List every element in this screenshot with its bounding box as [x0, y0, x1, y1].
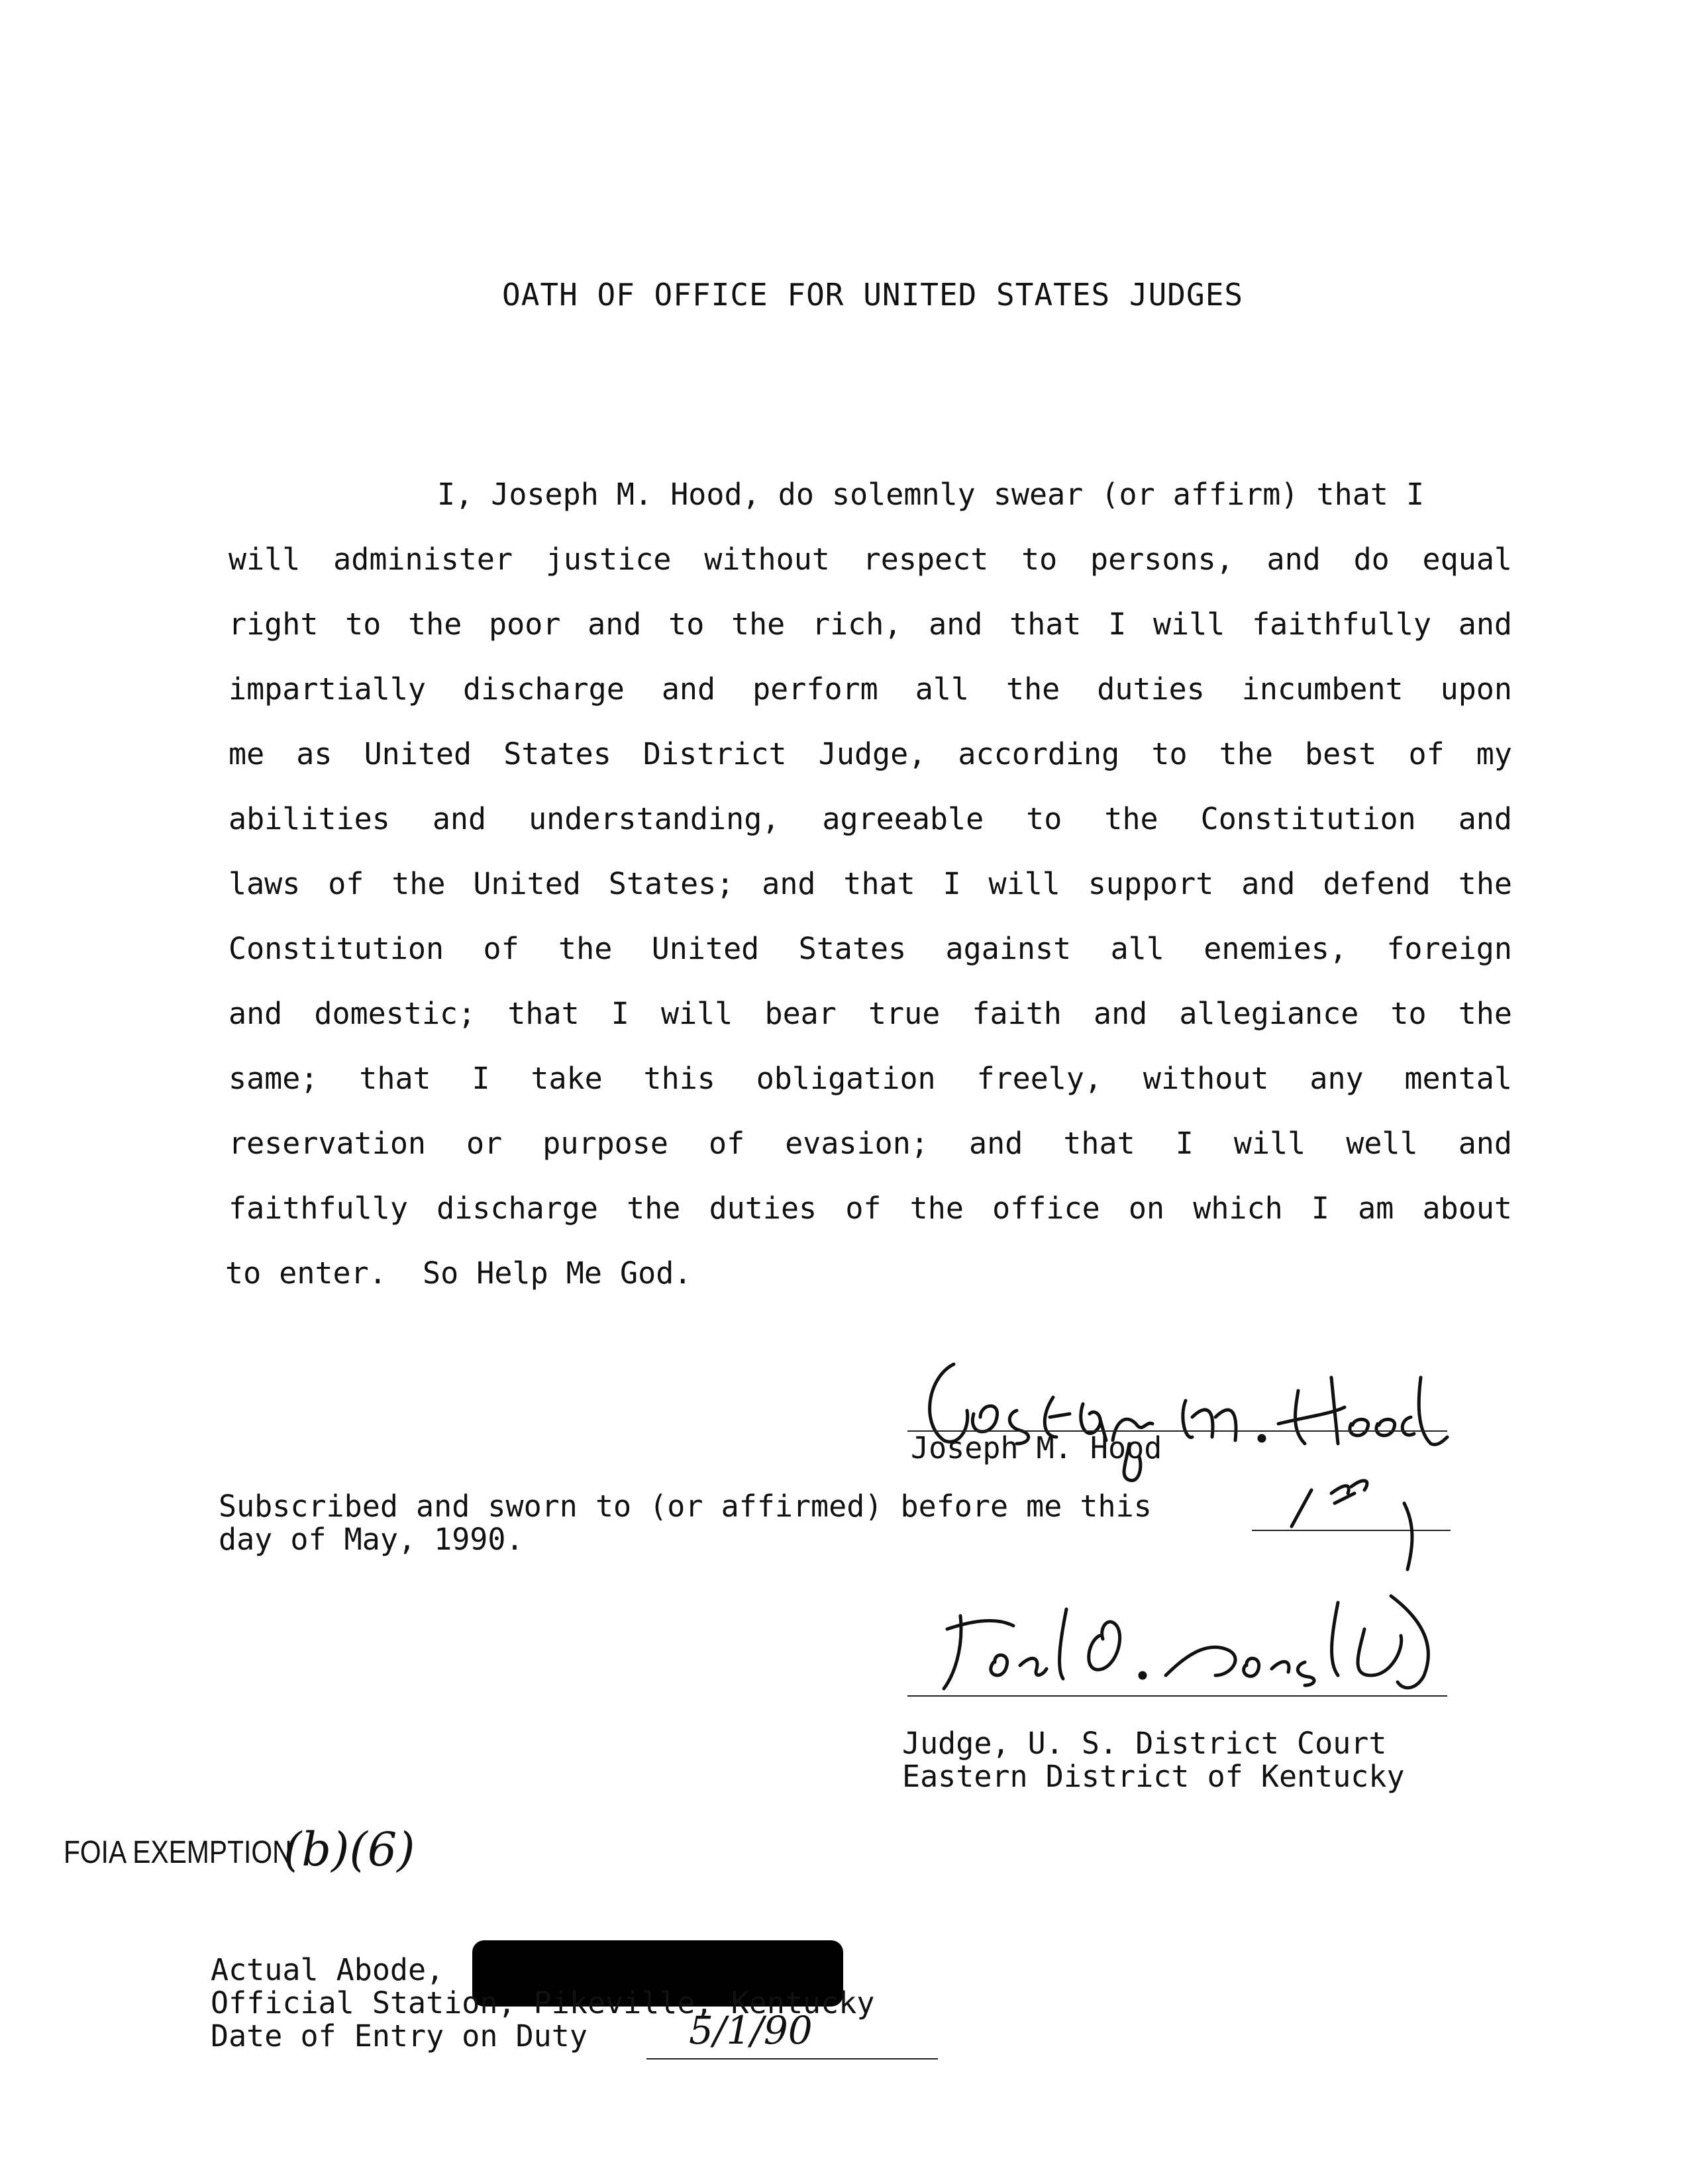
- date-of-entry-line: [646, 2058, 938, 2060]
- date-of-entry-value: 5/1/90: [689, 2008, 813, 2053]
- oath-line: faithfully discharge the duties of the office on which I am about: [229, 1191, 1512, 1226]
- oath-line: me as United States District Judge, according to the best of my: [229, 736, 1512, 771]
- oath-line: will administer justice without respect to persons, and do equal: [229, 542, 1512, 577]
- oath-line: I, Joseph M. Hood, do solemnly swear (or affirm) that I: [437, 477, 1425, 512]
- foia-exemption-label: FOIA EXEMPTION: [64, 1835, 292, 1870]
- date-of-entry-label: Date of Entry on Duty: [211, 2018, 588, 2054]
- oath-line: Constitution of the United States against all enemies, foreign: [229, 931, 1512, 966]
- document-title: OATH OF OFFICE FOR UNITED STATES JUDGES: [502, 277, 1244, 313]
- foia-exemption-code: (b)(6): [283, 1822, 415, 1877]
- administering-judge-signature: [914, 1576, 1457, 1709]
- oath-line: right to the poor and to the rich, and that I will faithfully and: [229, 607, 1512, 642]
- oath-line: to enter. So Help Me God.: [225, 1256, 692, 1291]
- signer-printed-name: Joseph M. Hood: [911, 1430, 1162, 1465]
- handwritten-day: [1272, 1464, 1431, 1543]
- judge-title-line1: Judge, U. S. District Court: [902, 1726, 1387, 1761]
- subscribed-date-line: day of May, 1990.: [219, 1522, 524, 1557]
- official-station: Official Station, Pikeville, Kentucky: [211, 1985, 875, 2020]
- oath-line: laws of the United States; and that I will support and defend the: [229, 866, 1512, 901]
- actual-abode-label: Actual Abode,: [211, 1952, 444, 1987]
- oath-line: abilities and understanding, agreeable to the Constitution and: [229, 801, 1512, 836]
- oath-line: and domestic; that I will bear true faith and allegiance to the: [229, 996, 1512, 1031]
- judge-signature-line: [907, 1695, 1447, 1697]
- oath-line: same; that I take this obligation freely, without any mental: [229, 1061, 1512, 1096]
- subscribed-line: Subscribed and sworn to (or affirmed) before me this: [219, 1489, 1152, 1524]
- judge-title-line2: Eastern District of Kentucky: [902, 1759, 1405, 1794]
- oath-line: impartially discharge and perform all the duties incumbent upon: [229, 671, 1512, 707]
- oath-line: reservation or purpose of evasion; and that I will well and: [229, 1126, 1512, 1161]
